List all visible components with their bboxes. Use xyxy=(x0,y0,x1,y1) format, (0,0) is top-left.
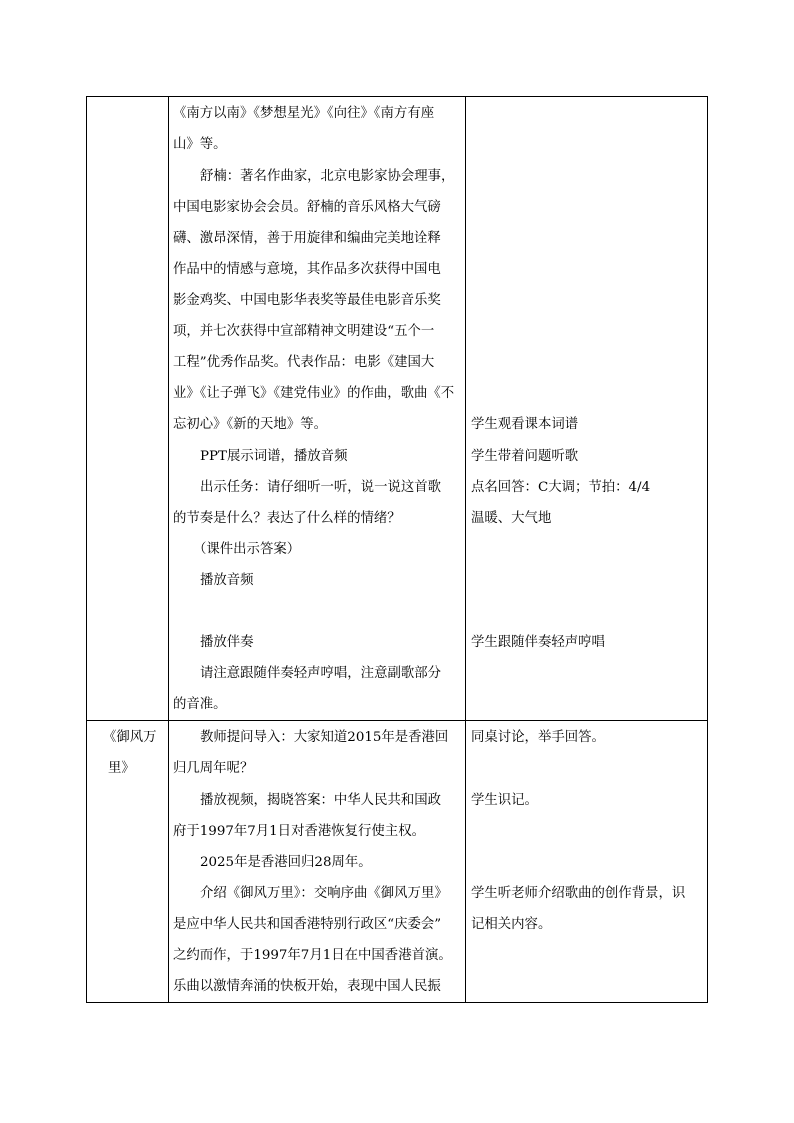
teacher-line: 作品中的情感与意境，其作品多次获得中国电 xyxy=(173,262,441,277)
teacher-line: 播放视频，揭晓答案：中华人民共和国政 xyxy=(200,793,442,808)
topic-line: 《御风万 xyxy=(103,730,157,745)
student-line: 同桌讨论，举手回答。 xyxy=(471,730,605,745)
student-line: 学生识记。 xyxy=(471,793,538,808)
teacher-line: 山》等。 xyxy=(173,137,227,152)
teacher-line: 中国电影家协会会员。舒楠的音乐风格大气磅 xyxy=(173,200,441,215)
teacher-line: 项，并七次获得中宣部精神文明建设“五个一 xyxy=(173,324,435,339)
student-line: 点名回答：C大调；节拍：4/4 xyxy=(471,480,651,495)
topic-line: 里》 xyxy=(108,761,135,776)
teacher-line: 乐曲以激情奔涌的快板开始，表现中国人民振 xyxy=(173,979,441,994)
table-row xyxy=(87,97,708,721)
student-line: 温暖、大气地 xyxy=(471,511,552,526)
teacher-line: 出示任务：请仔细听一听，说一说这首歌 xyxy=(200,480,442,495)
teacher-line: 《南方以南》《梦想星光》《向往》《南方有座 xyxy=(173,106,435,121)
teacher-activity-cell xyxy=(169,97,466,721)
teacher-line: PPT展示词谱，播放音频 xyxy=(200,449,348,464)
student-line: 学生带着问题听歌 xyxy=(471,449,579,464)
topic-cell xyxy=(87,721,169,1003)
teacher-line: 府于1997年7月1日对香港恢复行使主权。 xyxy=(173,824,425,839)
teacher-line: 影金鸡奖、中国电影华表奖等最佳电影音乐奖 xyxy=(173,293,441,308)
teacher-line: 的音准。 xyxy=(173,697,227,712)
teacher-line: 工程”优秀作品奖。代表作品：电影《建国大 xyxy=(173,355,435,370)
lesson-plan-table xyxy=(86,96,708,1003)
teacher-line: 是应中华人民共和国香港特别行政区“庆委会” xyxy=(173,917,442,932)
teacher-line: 播放音频 xyxy=(200,573,254,588)
teacher-line: 舒楠：著名作曲家，北京电影家协会理事， xyxy=(200,169,455,184)
teacher-line: 礴、激昂深情，善于用旋律和编曲完美地诠释 xyxy=(173,231,441,246)
teacher-line: 之约而作，于1997年7月1日在中国香港首演。 xyxy=(173,948,452,963)
teacher-line: 忘初心》《新的天地》等。 xyxy=(173,417,327,432)
student-line: 学生观看课本词谱 xyxy=(471,417,579,432)
student-line: 学生跟随伴奏轻声哼唱 xyxy=(471,635,605,650)
student-activity-cell xyxy=(466,721,708,1003)
teacher-line: 业》《让子弹飞》《建党伟业》的作曲，歌曲《不 xyxy=(173,386,455,401)
student-line: 记相关内容。 xyxy=(471,917,552,932)
teacher-line: 播放伴奏 xyxy=(200,635,254,650)
teacher-line: 教师提问导入：大家知道2015年是香港回 xyxy=(200,730,449,745)
teacher-line: 的节奏是什么？表达了什么样的情绪？ xyxy=(173,511,401,526)
teacher-line: （课件出示答案） xyxy=(193,542,301,557)
teacher-line: 介绍《御风万里》：交响序曲《御风万里》 xyxy=(200,886,448,901)
teacher-line: 2025年是香港回归28周年。 xyxy=(200,855,372,870)
table-row xyxy=(87,721,708,1003)
teacher-line: 请注意跟随伴奏轻声哼唱，注意副歌部分 xyxy=(200,666,442,681)
student-activity-cell xyxy=(466,97,708,721)
teacher-activity-cell xyxy=(169,721,466,1003)
teacher-line: 归几周年呢？ xyxy=(173,761,254,776)
student-line: 学生听老师介绍歌曲的创作背景，识 xyxy=(471,886,686,901)
topic-cell xyxy=(87,97,169,721)
